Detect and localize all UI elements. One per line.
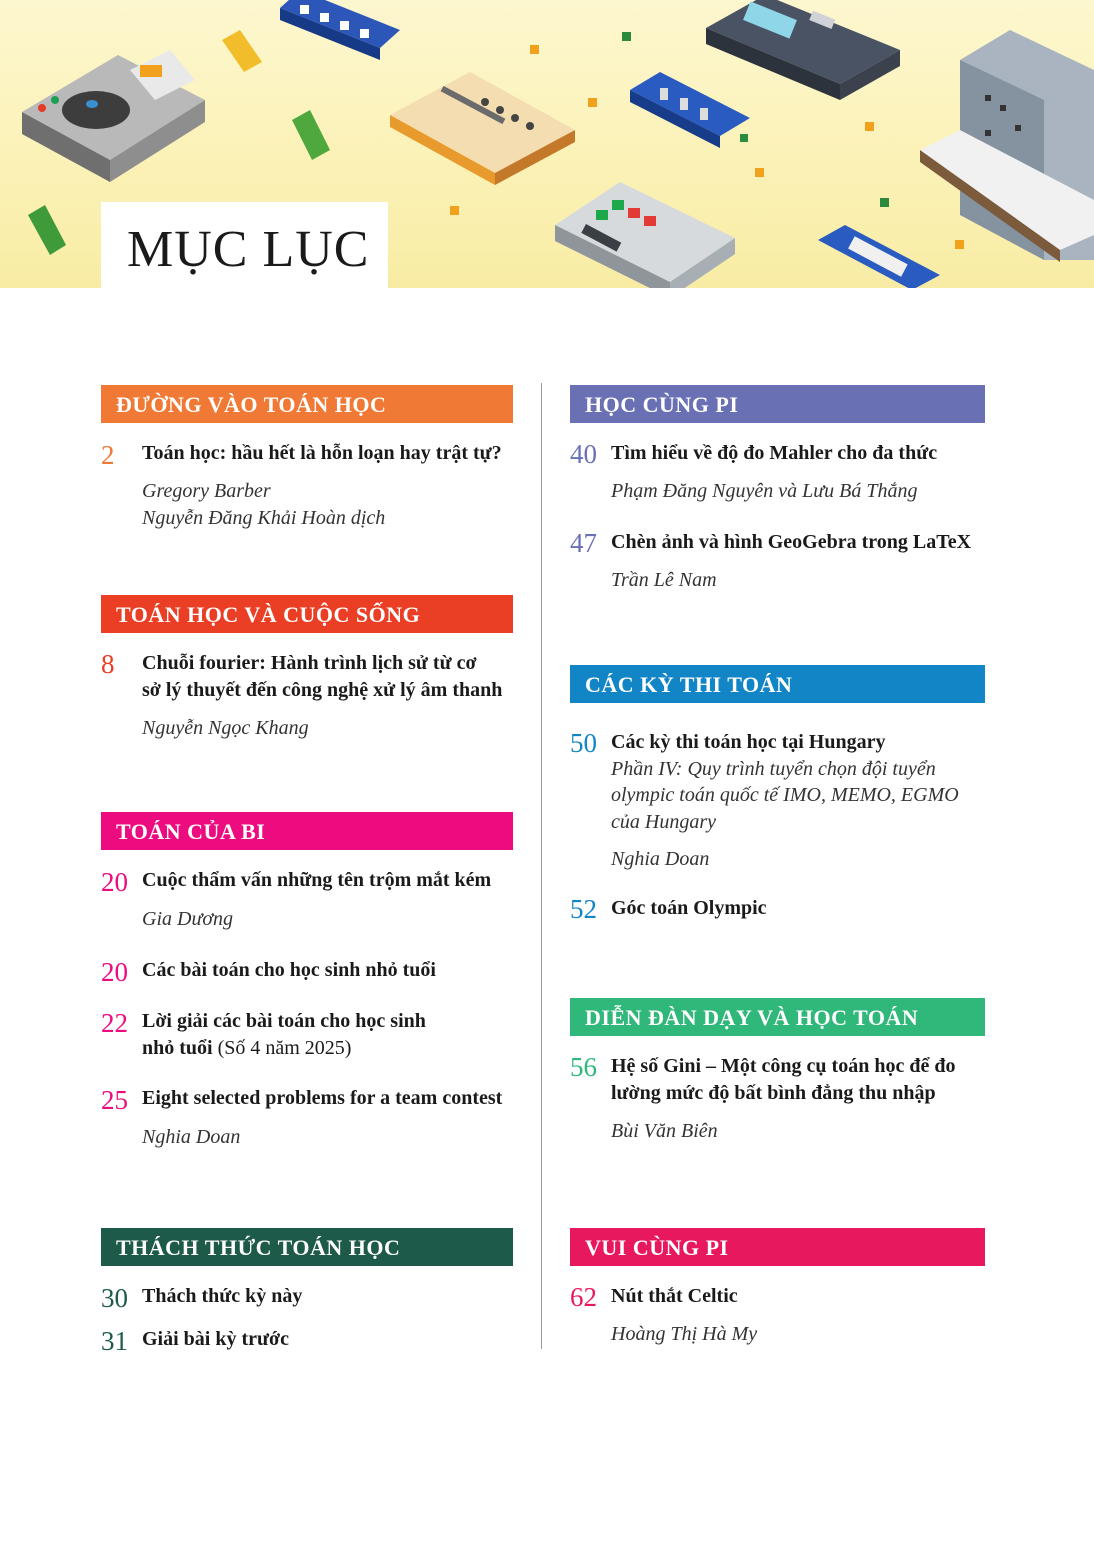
section-header-vui-cung-pi: VUI CÙNG PI [570,1228,985,1266]
header-banner [0,0,1094,288]
entry-subtitle-line1: Phần IV: Quy trình tuyển chọn đội tuyển [611,758,936,780]
entry-author: Nguyễn Ngọc Khang [142,717,309,739]
entry-title[interactable]: Chèn ảnh và hình GeoGebra trong LaTeX [611,531,972,553]
entry-title-line1[interactable]: Chuỗi fourier: Hành trình lịch sử từ cơ [142,652,477,674]
entry-title[interactable]: Giải bài kỳ trước [142,1328,289,1350]
entry-author: Trần Lê Nam [611,569,717,591]
synth-pads-icon [555,182,735,288]
blue-mixer-icon [630,72,750,148]
entry-title[interactable]: Các bài toán cho học sinh nhỏ tuổi [142,959,436,981]
entry-page-number: 20 [101,867,128,897]
entry-author: Hoàng Thị Hà My [611,1323,758,1345]
entry-title[interactable]: Góc toán Olympic [611,897,767,919]
entry-page-number: 25 [101,1085,128,1115]
entry-title[interactable]: Tìm hiểu về độ đo Mahler cho đa thức [611,442,938,464]
entry-page-number: 56 [570,1052,597,1082]
entry-subtitle-line3: của Hungary [611,811,716,833]
entry-page-number: 30 [101,1283,128,1313]
entry-page-number: 31 [101,1326,128,1356]
entry-author: Gregory Barber [142,480,271,502]
dj-controller-icon [22,50,205,182]
section-header-toan-hoc-va-cuoc-song: TOÁN HỌC VÀ CUỘC SỐNG [101,595,513,633]
entry-page-number: 40 [570,439,597,469]
column-divider [541,383,542,1349]
modular-synth-icon [920,30,1094,262]
entry-title-line2[interactable]: sở lý thuyết đến công nghệ xử lý âm thanh [142,679,503,701]
entry-page-number: 8 [101,649,115,679]
entry-author: Gia Dương [142,908,234,930]
entry-subtitle-line2: olympic toán quốc tế IMO, MEMO, EGMO [611,784,959,806]
entry-translator: Nguyễn Đăng Khải Hoàn dịch [142,507,386,529]
entry-author: Nghia Doan [611,848,710,870]
entry-title-line1[interactable]: Hệ số Gini – Một công cụ toán học để đo [611,1055,956,1077]
entry-author: Phạm Đăng Nguyên và Lưu Bá Thắng [611,480,918,502]
entry-author: Nghia Doan [142,1126,241,1148]
entry-title[interactable]: Nút thắt Celtic [611,1285,738,1307]
section-header-dien-dan-day-va-hoc-toan: DIỄN ĐÀN DẠY VÀ HỌC TOÁN [570,998,985,1036]
section-header-hoc-cung-pi: HỌC CÙNG PI [570,385,985,423]
entry-title-line1[interactable]: Lời giải các bài toán cho học sinh [142,1010,426,1032]
entry-title-line2[interactable] [142,1035,351,1062]
mini-keyboard-icon [818,225,940,288]
section-header-thach-thuc-toan-hoc: THÁCH THỨC TOÁN HỌC [101,1228,513,1266]
entry-title[interactable]: Eight selected problems for a team contest [142,1087,503,1109]
entry-title-text: nhỏ tuổi [142,1037,213,1059]
section-header-duong-vao-toan-hoc: ĐƯỜNG VÀO TOÁN HỌC [101,385,513,423]
entry-title[interactable]: Các kỳ thi toán học tại Hungary [611,731,886,753]
entry-author: Bùi Văn Biên [611,1120,718,1142]
entry-page-number: 22 [101,1008,128,1038]
entry-page-number: 20 [101,957,128,987]
entry-page-number: 52 [570,894,597,924]
section-header-cac-ky-thi-toan: CÁC KỲ THI TOÁN [570,665,985,703]
title-box [101,202,388,288]
entry-title[interactable]: Cuộc thẩm vấn những tên trộm mắt kém [142,869,492,891]
sampler-icon [706,0,900,100]
entry-page-number: 50 [570,728,597,758]
drum-machine-icon [390,72,575,185]
section-header-toan-cua-bi: TOÁN CỦA BI [101,812,513,850]
entry-title[interactable]: Thách thức kỳ này [142,1285,303,1307]
blue-keyboard-icon [280,0,400,60]
entry-issue-note: (Số 4 năm 2025) [212,1037,352,1059]
entry-page-number: 2 [101,440,115,470]
entry-title[interactable]: Toán học: hầu hết là hỗn loạn hay trật tự? [142,442,502,464]
page-title: MỤC LỤC [127,221,370,278]
entry-title-line2[interactable]: lường mức độ bất bình đẳng thu nhập [611,1082,936,1104]
entry-page-number: 62 [570,1282,597,1312]
entry-page-number: 47 [570,528,597,558]
